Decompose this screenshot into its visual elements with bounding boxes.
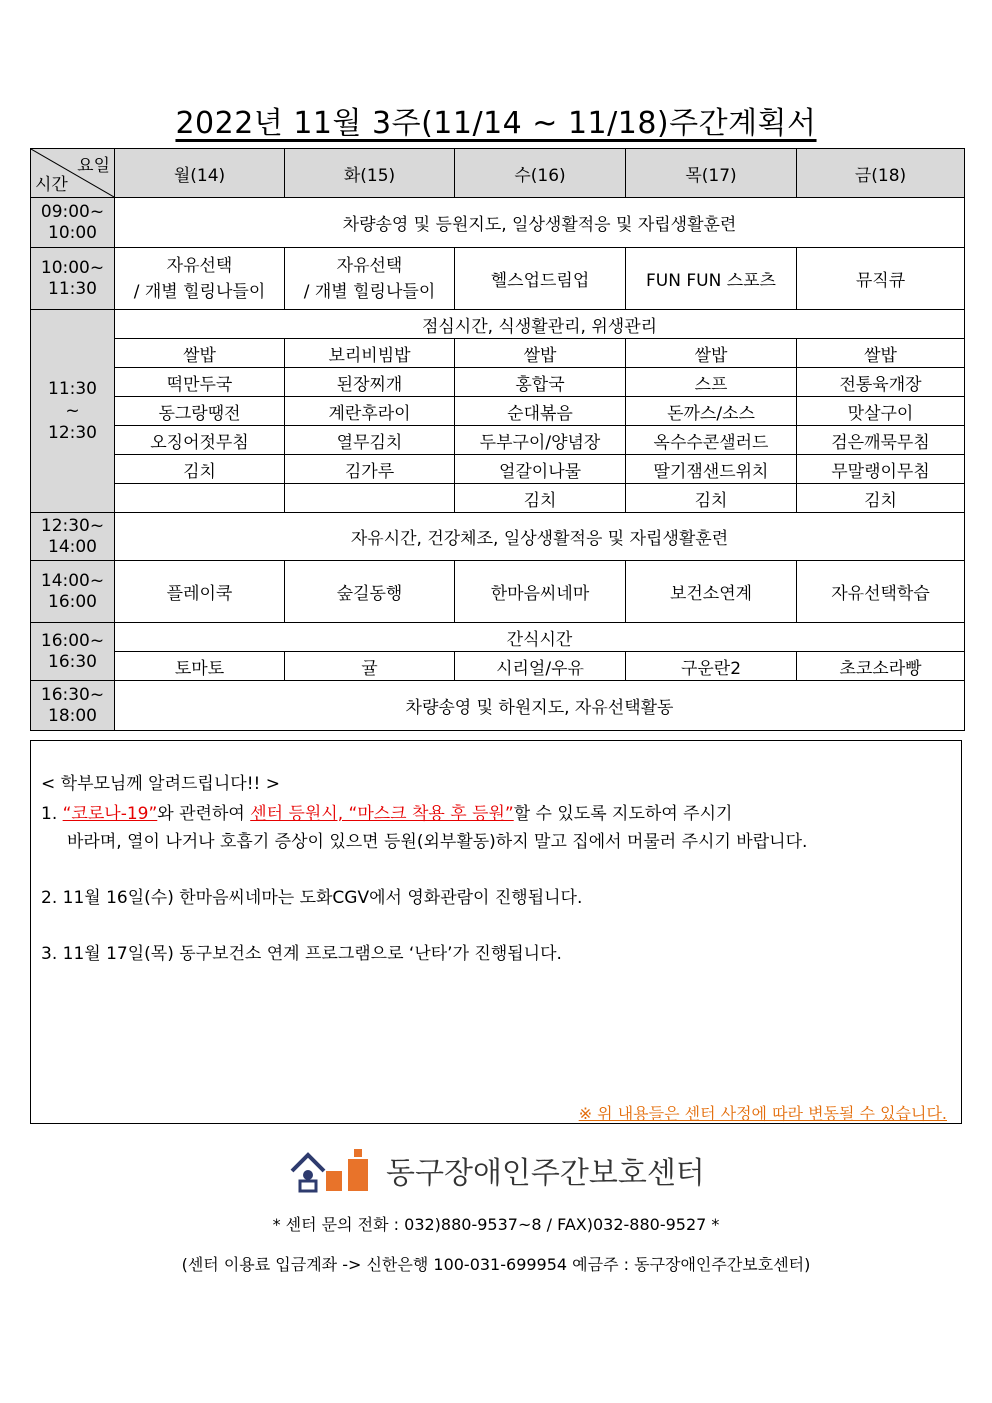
notice-text: 와 관련하여 [157, 804, 251, 824]
menu-cell: 쌀밥 [455, 339, 626, 368]
time-slot: 16:30~ 18:00 [31, 681, 115, 731]
activity-cell: 보건소연계 [626, 561, 797, 623]
menu-cell: 검은깨묵무침 [797, 426, 965, 455]
snack-cell: 시리얼/우유 [455, 652, 626, 681]
menu-cell: 옥수수콘샐러드 [626, 426, 797, 455]
menu-cell [115, 484, 285, 513]
time-slot: 16:00~ 16:30 [31, 623, 115, 681]
menu-cell: 쌀밥 [797, 339, 965, 368]
menu-cell: 김치 [797, 484, 965, 513]
page-title: 2022년 11월 3주(11/14 ~ 11/18)주간계획서 [175, 106, 817, 141]
menu-cell: 홍합국 [455, 368, 626, 397]
day-header-mon: 월(14) [115, 149, 285, 198]
activity-merged: 차량송영 및 하원지도, 자유선택활동 [115, 681, 965, 731]
weekly-schedule-table [30, 148, 965, 731]
activity-cell: 한마음씨네마 [455, 561, 626, 623]
menu-cell: 딸기잼샌드위치 [626, 455, 797, 484]
account-info: (센터 이용료 입금계좌 -> 신한은행 100-031-699954 예금주 : 동구장애인주간보호센터) [181, 1255, 811, 1274]
notice-item-2: 2. 11월 16일(수) 한마음씨네마는 도화CGV에서 영화관람이 진행됩니다. [41, 888, 583, 908]
menu-cell: 김치 [626, 484, 797, 513]
menu-cell: 열무김치 [285, 426, 455, 455]
logo-icon [288, 1145, 378, 1195]
notice-highlight: “코로나-19” [62, 804, 158, 824]
menu-cell: 쌀밥 [626, 339, 797, 368]
time-slot: 12:30~ 14:00 [31, 513, 115, 561]
activity-cell: 뮤직큐 [797, 248, 965, 310]
snack-header: 간식시간 [115, 623, 965, 652]
snack-cell: 초코소라빵 [797, 652, 965, 681]
menu-cell: 동그랑땡전 [115, 397, 285, 426]
notice-item-1 [41, 799, 732, 824]
notice-heading: < 학부모님께 알려드립니다!! > [41, 774, 280, 794]
activity-cell: 자유선택학습 [797, 561, 965, 623]
menu-cell: 돈까스/소스 [626, 397, 797, 426]
notice-text: 할 수 있도록 지도하여 주시기 [513, 804, 733, 824]
day-header-fri: 금(18) [797, 149, 965, 198]
activity-cell: 숲길동행 [285, 561, 455, 623]
activity-merged: 차량송영 및 등원지도, 일상생활적응 및 자립생활훈련 [115, 198, 965, 248]
snack-cell: 토마토 [115, 652, 285, 681]
corner-time-label: 시간 [35, 175, 68, 195]
time-slot: 14:00~ 16:00 [31, 561, 115, 623]
menu-cell: 얼갈이나물 [455, 455, 626, 484]
menu-cell: 스프 [626, 368, 797, 397]
logo-text: 동구장애인주간보호센터 [386, 1156, 705, 1191]
menu-cell: 두부구이/양념장 [455, 426, 626, 455]
activity-cell: 자유선택 / 개별 힐링나들이 [285, 248, 455, 310]
menu-cell: 전통육개장 [797, 368, 965, 397]
notice-item-3: 3. 11월 17일(목) 동구보건소 연계 프로그램으로 ‘난타’가 진행됩니다. [41, 944, 562, 964]
time-slot: 10:00~ 11:30 [31, 248, 115, 310]
corner-day-label: 요일 [77, 156, 110, 176]
time-slot: 09:00~ 10:00 [31, 198, 115, 248]
notice-highlight: 센터 등원시, “마스크 착용 후 등원” [250, 804, 514, 824]
menu-cell: 떡만두국 [115, 368, 285, 397]
menu-cell: 김치 [455, 484, 626, 513]
menu-cell: 맛살구이 [797, 397, 965, 426]
corner-header [31, 149, 115, 198]
time-slot: 11:30 ~ 12:30 [31, 310, 115, 513]
notice-footnote: ※ 위 내용들은 센터 사정에 따라 변동될 수 있습니다. [578, 1104, 947, 1123]
menu-cell: 계란후라이 [285, 397, 455, 426]
center-logo [288, 1145, 705, 1195]
menu-cell: 오징어젓무침 [115, 426, 285, 455]
activity-cell: FUN FUN 스포츠 [626, 248, 797, 310]
snack-cell: 구운란2 [626, 652, 797, 681]
lunch-header: 점심시간, 식생활관리, 위생관리 [115, 310, 965, 339]
activity-cell: 자유선택 / 개별 힐링나들이 [115, 248, 285, 310]
notice-item-number: 1. [41, 804, 63, 824]
menu-cell: 순대볶음 [455, 397, 626, 426]
menu-cell [285, 484, 455, 513]
notice-box [30, 740, 962, 1124]
snack-cell: 귤 [285, 652, 455, 681]
menu-cell: 쌀밥 [115, 339, 285, 368]
notice-item-1-cont: 바라며, 열이 나거나 호흡기 증상이 있으면 등원(외부활동)하지 말고 집에서 머물러 주시기 바랍니다. [67, 832, 808, 852]
contact-info: * 센터 문의 전화 : 032)880-9537~8 / FAX)032-880-9527 * [272, 1215, 720, 1234]
menu-cell: 김치 [115, 455, 285, 484]
activity-cell: 헬스업드림업 [455, 248, 626, 310]
day-header-thu: 목(17) [626, 149, 797, 198]
menu-cell: 무말랭이무침 [797, 455, 965, 484]
day-header-tue: 화(15) [285, 149, 455, 198]
activity-merged: 자유시간, 건강체조, 일상생활적응 및 자립생활훈련 [115, 513, 965, 561]
menu-cell: 김가루 [285, 455, 455, 484]
menu-cell: 된장찌개 [285, 368, 455, 397]
menu-cell: 보리비빔밥 [285, 339, 455, 368]
activity-cell: 플레이쿡 [115, 561, 285, 623]
day-header-wed: 수(16) [455, 149, 626, 198]
